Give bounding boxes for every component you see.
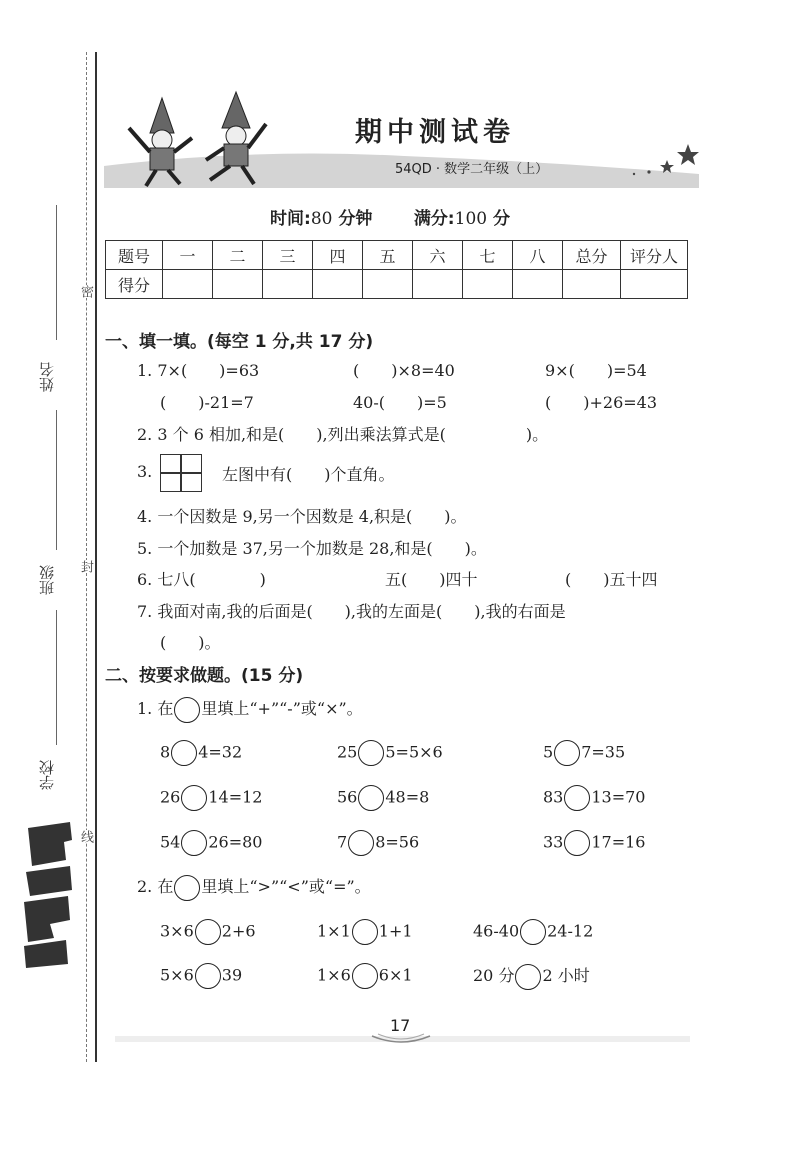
s2-q1-pre: 1. 在 — [137, 699, 174, 718]
s2-q2-pre: 2. 在 — [137, 877, 174, 896]
q1-b: ( )×8=40 — [353, 361, 455, 380]
s2-item — [317, 963, 413, 989]
lhs: 3×6 — [160, 921, 194, 941]
answer-circle[interactable] — [348, 830, 374, 856]
score-cell[interactable] — [463, 270, 513, 299]
brand-logo — [20, 820, 78, 970]
class-label: 班级 — [38, 565, 56, 595]
answer-circle[interactable] — [181, 785, 207, 811]
full-score-value: 100 — [454, 209, 488, 229]
s2-item — [160, 963, 242, 989]
school-label: 学校 — [38, 760, 56, 790]
s2-q2-instruction — [137, 874, 371, 901]
score-cell[interactable] — [513, 270, 563, 299]
section-1-heading: 一、填一填。(每空 1 分,共 17 分) — [105, 332, 374, 352]
score-header-cell: 五 — [363, 241, 413, 270]
q7-a: 7. 我面对南,我的后面是( ),我的左面是( ),我的右面是 — [137, 602, 566, 621]
score-cell[interactable] — [413, 270, 463, 299]
lhs: 56 — [337, 787, 358, 807]
q1-d: ( )-21=7 — [160, 393, 254, 412]
school-field[interactable] — [56, 610, 57, 745]
s2-item — [337, 740, 443, 766]
q1-a: 1. 7×( )=63 — [137, 361, 260, 380]
s2-item — [337, 785, 429, 811]
score-cell[interactable] — [213, 270, 263, 299]
score-row-label: 得分 — [106, 270, 163, 299]
q7-b: ( )。 — [160, 633, 221, 652]
rhs: 8=56 — [375, 832, 420, 852]
lhs: 54 — [160, 832, 181, 852]
s2-item — [543, 785, 645, 811]
answer-circle[interactable] — [195, 963, 221, 989]
name-label: 姓名 — [38, 362, 56, 392]
time-value: 80 — [310, 209, 333, 229]
lhs: 20 分 — [473, 966, 515, 985]
lhs: 8 — [160, 742, 171, 762]
score-table-row — [106, 270, 688, 299]
score-cell[interactable] — [313, 270, 363, 299]
rhs: 48=8 — [385, 787, 430, 807]
score-header-cell: 评分人 — [621, 241, 688, 270]
s2-item — [543, 830, 645, 856]
answer-circle[interactable] — [358, 785, 384, 811]
full-score-label: 满分: — [413, 209, 455, 229]
lhs: 7 — [337, 832, 348, 852]
rhs: 17=16 — [591, 832, 646, 852]
s2-item — [473, 963, 590, 990]
grid-figure-icon — [160, 454, 202, 492]
rhs: 7=35 — [581, 742, 626, 762]
rhs: 26=80 — [208, 832, 263, 852]
page-number: 17 — [390, 1016, 411, 1035]
score-header-cell: 八 — [513, 241, 563, 270]
score-table-header-row — [106, 241, 688, 270]
answer-circle[interactable] — [174, 697, 200, 723]
time-label: 时间: — [270, 209, 311, 229]
score-header-cell: 二 — [213, 241, 263, 270]
lhs: 5 — [543, 742, 554, 762]
lhs: 46-40 — [473, 921, 520, 941]
seal-char-xian: 线 — [78, 830, 93, 843]
score-cell[interactable] — [163, 270, 213, 299]
q1-e: 40-( )=5 — [353, 393, 447, 412]
s2-q1-instruction — [137, 696, 363, 723]
score-cell[interactable] — [563, 270, 621, 299]
lhs: 83 — [543, 787, 564, 807]
s2-item — [473, 919, 593, 945]
s2-item — [160, 830, 262, 856]
rhs: 1+1 — [378, 921, 413, 941]
answer-circle[interactable] — [181, 830, 207, 856]
seal-dashed-line — [86, 52, 87, 1062]
binding-line — [95, 52, 97, 1062]
lhs: 1×6 — [317, 965, 351, 985]
time-unit: 分钟 — [338, 209, 373, 229]
lhs: 5×6 — [160, 965, 194, 985]
answer-circle[interactable] — [515, 964, 541, 990]
rhs: 6×1 — [378, 965, 413, 985]
score-header-cell: 四 — [313, 241, 363, 270]
seal-char-feng: 封 — [78, 560, 93, 573]
score-cell[interactable] — [263, 270, 313, 299]
answer-circle[interactable] — [564, 830, 590, 856]
rhs: 14=12 — [208, 787, 263, 807]
class-field[interactable] — [56, 410, 57, 550]
score-header-cell: 三 — [263, 241, 313, 270]
score-cell[interactable] — [621, 270, 688, 299]
rhs: 2+6 — [221, 921, 256, 941]
s2-q1-post: 里填上“+”“-”或“×”。 — [201, 699, 363, 718]
rhs: 4=32 — [198, 742, 243, 762]
answer-circle[interactable] — [352, 963, 378, 989]
lhs: 25 — [337, 742, 358, 762]
answer-circle[interactable] — [358, 740, 384, 766]
lhs: 26 — [160, 787, 181, 807]
q3-number: 3. — [137, 462, 153, 481]
q5: 5. 一个加数是 37,另一个加数是 28,和是( )。 — [137, 539, 487, 558]
q6-a: 6. 七八( ) — [137, 570, 266, 589]
rhs: 39 — [221, 965, 243, 985]
answer-circle[interactable] — [564, 785, 590, 811]
score-header-cell: 一 — [163, 241, 213, 270]
score-header-cell: 六 — [413, 241, 463, 270]
q1-f: ( )+26=43 — [545, 393, 658, 412]
rhs: 13=70 — [591, 787, 646, 807]
q2: 2. 3 个 6 相加,和是( ),列出乘法算式是( )。 — [137, 425, 549, 444]
score-cell[interactable] — [363, 270, 413, 299]
lhs: 33 — [543, 832, 564, 852]
s2-item — [337, 830, 419, 856]
answer-circle[interactable] — [171, 740, 197, 766]
score-header-cell: 七 — [463, 241, 513, 270]
s2-item — [317, 919, 413, 945]
rhs: 2 小时 — [542, 966, 590, 985]
page-title: 期中测试卷 — [355, 117, 515, 148]
q4: 4. 一个因数是 9,另一个因数是 4,积是( )。 — [137, 507, 467, 526]
answer-circle[interactable] — [195, 919, 221, 945]
time-score-bar — [270, 204, 510, 229]
score-table — [105, 240, 688, 299]
answer-circle[interactable] — [520, 919, 546, 945]
q3-text: 左图中有( )个直角。 — [222, 465, 395, 484]
score-header-cell: 题号 — [106, 241, 163, 270]
q6-c: ( )五十四 — [565, 570, 658, 589]
s2-item — [543, 740, 625, 766]
section-2-heading: 二、按要求做题。(15 分) — [105, 666, 304, 686]
s2-item — [160, 919, 256, 945]
s2-item — [160, 740, 242, 766]
answer-circle[interactable] — [352, 919, 378, 945]
q6-b: 五( )四十 — [385, 570, 478, 589]
answer-circle[interactable] — [174, 875, 200, 901]
s2-q2-post: 里填上“>”“<”或“=”。 — [201, 877, 371, 896]
rhs: 24-12 — [547, 921, 594, 941]
lhs: 1×1 — [317, 921, 351, 941]
score-header-cell: 总分 — [563, 241, 621, 270]
name-field[interactable] — [56, 205, 57, 340]
q1-c: 9×( )=54 — [545, 361, 647, 380]
answer-circle[interactable] — [554, 740, 580, 766]
rhs: 5=5×6 — [385, 742, 443, 762]
full-score-unit: 分 — [493, 209, 510, 229]
page-subtitle: 54QD · 数学二年级（上） — [395, 162, 549, 177]
s2-item — [160, 785, 262, 811]
seal-char-mi: 密 — [78, 285, 93, 298]
